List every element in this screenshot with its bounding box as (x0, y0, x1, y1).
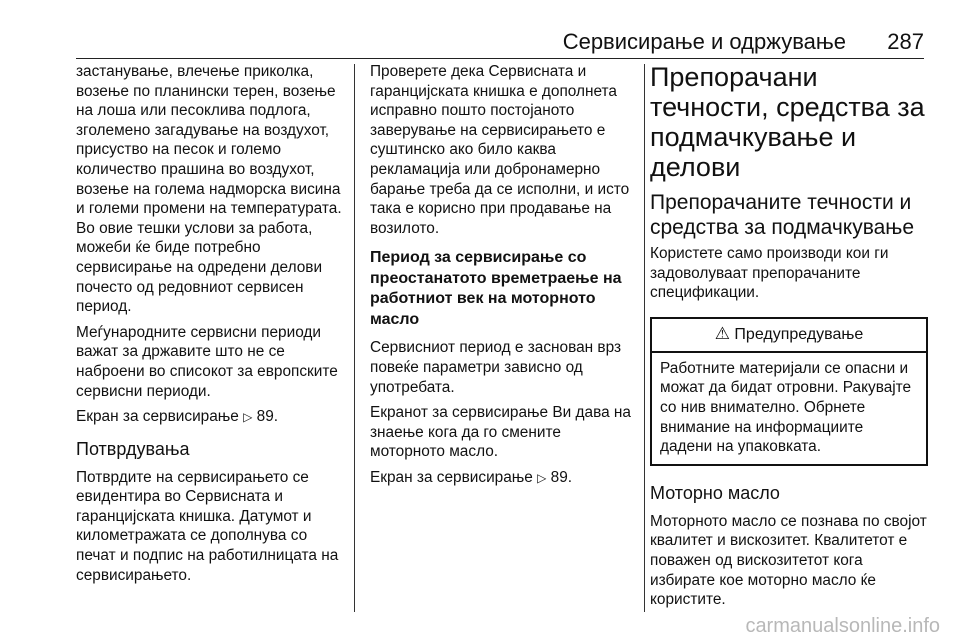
paragraph: застанување, влечење приколка, возење по планински терен, возење на лоша или песоклива подлога, зголемено загадување на воздухот, присуство на песок и големо количество прашина во воздухот, возење на голема надморска висина и големи промени на температурата. Во овие тешки услови за работа, можеби ќе биде потребно сервисирање на одредени делови почесто од редовниот сервисен период. (76, 63, 342, 316)
chapter-title: Препорачани течности, средства за подмачкување и делови (650, 62, 925, 182)
section-title: Сервисирање и одржување (562, 29, 846, 54)
section-heading: Моторно масло (650, 482, 780, 503)
column-1 (76, 62, 348, 591)
paragraph: Проверете дека Сервисната и гаранцијската книшка е дополнета исправно пошто постојаното заверување на сервисирањето е суштинско ако било каква рекламација или добронамерно барање треба да се исполни, и исто така е корисно при продавање на возилото. (370, 63, 630, 237)
page-header (76, 26, 924, 56)
column-divider-1 (354, 64, 355, 612)
column-2 (370, 62, 636, 495)
column-divider-2 (644, 64, 645, 612)
reference-arrow-icon: ▷ (243, 410, 253, 425)
column-3 (650, 62, 928, 616)
warning-triangle-icon: ⚠ (714, 323, 730, 343)
chapter-subtitle: Препорачаните течности и средства за подмачкување (650, 191, 915, 239)
reference-arrow-icon: ▷ (537, 470, 547, 485)
reference-text: Екран за сервисирање (76, 408, 239, 426)
section-heading: Период за сервисирање со преостанатото времетраење на работниот век на моторното масло (370, 249, 622, 328)
warning-text: Работните материјали се опасни и можат да бидат отровни. Ракувајте со нив внимателно. Обрнете внимание на информациите дадени на упаковката. (660, 359, 912, 456)
section-heading: Потврдувања (76, 438, 190, 459)
warning-header (652, 319, 926, 353)
reference-page: 89. (256, 408, 279, 426)
paragraph: Моторното масло се познава по својот квалитет и вискозитет. Квалитетот е поважен од вискозитетот кога избирате кое моторно масло ќе користите. (650, 512, 927, 609)
reference-text: Екран за сервисирање (370, 468, 533, 486)
paragraph: Користете само производи кои ги задоволуваат препорачаните спецификации. (650, 245, 889, 302)
reference-page: 89. (550, 468, 573, 486)
page-number: 287 (887, 29, 924, 54)
header-divider (76, 58, 924, 59)
cross-reference[interactable] (370, 468, 636, 489)
paragraph: Потврдите на сервисирањето се евидентира во Сервисната и гаранцијската книшка. Датумот и километражата се дополнува со печат и подпис на работилницата на сервисирањето. (76, 468, 339, 584)
paragraph: Екранот за сервисирање Ви дава на знаење кога да го смените моторното масло. (370, 404, 631, 461)
warning-label: Предупредување (734, 325, 864, 343)
paragraph: Меѓународните сервисни периоди важат за државите што не се наброени во списокот за европските сервисни периоди. (76, 323, 338, 400)
warning-box (650, 317, 928, 466)
paragraph: Сервисниот период е заснован врз повеќе параметри зависно од употребата. (370, 339, 622, 396)
cross-reference[interactable] (76, 407, 348, 428)
watermark: carmanualsonline.info (745, 615, 940, 637)
